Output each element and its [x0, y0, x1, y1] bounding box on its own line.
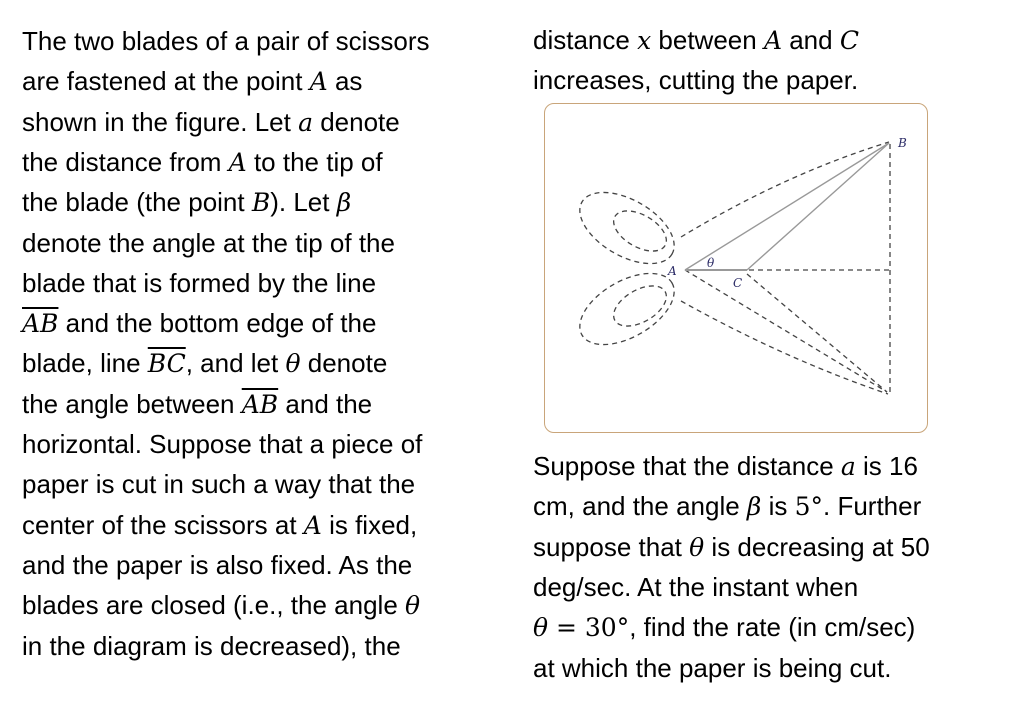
- segment-AB: [685, 143, 889, 270]
- math-symbol: x: [637, 26, 652, 55]
- text-segment: , find the rate (in cm/sec): [629, 612, 916, 643]
- text-line: [22, 303, 376, 344]
- math-symbol: A: [309, 67, 328, 97]
- math-symbol: θ: [285, 349, 301, 379]
- text-segment: as: [327, 66, 363, 97]
- text-segment: to the tip of: [246, 146, 383, 177]
- math-symbol: θ: [689, 532, 705, 562]
- segment-BC: [747, 143, 889, 270]
- text-line: [533, 567, 858, 607]
- upper-handle-inner: [607, 203, 673, 260]
- text-line: [22, 263, 376, 303]
- text-segment: denote the angle at the tip of the: [22, 227, 395, 258]
- text-segment: at which the paper is being cut.: [533, 652, 892, 683]
- text-line: [22, 384, 372, 425]
- text-line: [533, 527, 930, 568]
- text-segment: center of the scissors at: [22, 509, 304, 540]
- lower-blade-inner-c: [747, 274, 887, 392]
- math-symbol: θ: [533, 613, 549, 643]
- math-symbol: $\overline{BC}$: [147, 349, 186, 379]
- text-segment: blades are closed (i.e., the angle: [22, 590, 406, 621]
- text-segment: increases, cutting the paper.: [533, 65, 859, 96]
- label-theta: θ: [707, 256, 715, 270]
- upper-blade-top-edge: [681, 142, 889, 237]
- text-line: [22, 585, 420, 626]
- text-segment: deg/sec. At the instant when: [533, 571, 859, 602]
- math-symbol: a: [298, 107, 313, 137]
- text-segment: are fastened at the point: [22, 66, 310, 97]
- text-segment: in the diagram is decreased), the: [22, 630, 401, 661]
- text-line: [533, 20, 859, 61]
- text-line: [22, 142, 383, 183]
- label-C: C: [733, 276, 743, 290]
- text-segment: blade, line: [22, 348, 148, 379]
- scissors-diagram: [545, 104, 927, 432]
- text-segment: , and let: [185, 348, 286, 379]
- lower-handle-inner: [607, 278, 673, 335]
- text-segment: is: [761, 491, 795, 522]
- text-segment: is fixed,: [321, 509, 418, 540]
- label-A: A: [668, 264, 677, 278]
- text-segment: . Further: [823, 491, 922, 522]
- text-segment: Suppose that the distance: [533, 451, 841, 481]
- text-line: [533, 60, 858, 100]
- text-line: [533, 607, 915, 648]
- text-segment: and: [782, 25, 840, 55]
- math-symbol: a: [840, 452, 856, 481]
- text-segment: The two blades of a pair of scissors: [22, 26, 430, 56]
- math-symbol: B: [251, 188, 271, 218]
- text-line: [533, 446, 918, 487]
- label-B: B: [898, 136, 907, 150]
- text-segment: is decreasing at 50: [704, 531, 930, 562]
- text-segment: suppose that: [533, 531, 690, 562]
- text-segment: is 16: [855, 451, 918, 481]
- text-segment: the distance from: [22, 146, 229, 177]
- math-symbol: A: [763, 26, 782, 55]
- text-line: [22, 223, 395, 263]
- text-segment: ). Let: [270, 187, 337, 218]
- text-line: [22, 545, 412, 585]
- text-line: [533, 486, 921, 527]
- text-line: [22, 424, 422, 464]
- text-line: [22, 21, 430, 61]
- text-line: [22, 626, 401, 666]
- text-segment: cm, and the angle: [533, 491, 747, 522]
- math-symbol: $\overline{AB}$: [22, 309, 59, 339]
- text-segment: denote: [312, 106, 400, 137]
- math-symbol: C: [839, 26, 859, 55]
- text-segment: and the: [278, 388, 373, 419]
- text-segment: between: [651, 25, 764, 55]
- math-symbol: β: [746, 492, 762, 522]
- text-segment: shown in the figure. Let: [22, 106, 299, 137]
- text-segment: blade that is formed by the line: [22, 267, 377, 298]
- math-symbol: $\overline{AB}$: [241, 389, 279, 419]
- text-line: [22, 182, 351, 223]
- math-symbol: 5°: [794, 492, 824, 522]
- text-segment: denote: [300, 348, 388, 379]
- lower-blade-inner-a: [685, 270, 887, 392]
- text-line: [22, 505, 417, 546]
- scissors-figure: [544, 103, 928, 433]
- text-segment: and the paper is also fixed. As the: [22, 549, 413, 580]
- lower-blade-edge: [681, 301, 888, 394]
- math-symbol: β: [336, 188, 352, 218]
- math-symbol: A: [303, 510, 322, 540]
- text-line: [22, 343, 387, 384]
- text-segment: distance: [533, 25, 638, 55]
- text-segment: horizontal. Suppose that a piece of: [22, 429, 423, 459]
- text-segment: the angle between: [22, 388, 242, 419]
- math-symbol: A: [228, 147, 247, 177]
- text-line: [22, 464, 415, 504]
- math-symbol: θ: [405, 591, 421, 621]
- text-segment: the blade (the point: [22, 187, 252, 218]
- text-segment: paper is cut in such a way that the: [22, 469, 416, 500]
- text-line: [22, 61, 362, 102]
- text-segment: and the bottom edge of the: [58, 308, 377, 339]
- math-symbol: = 30°: [548, 613, 630, 643]
- text-line: [22, 102, 400, 143]
- text-line: [533, 648, 891, 688]
